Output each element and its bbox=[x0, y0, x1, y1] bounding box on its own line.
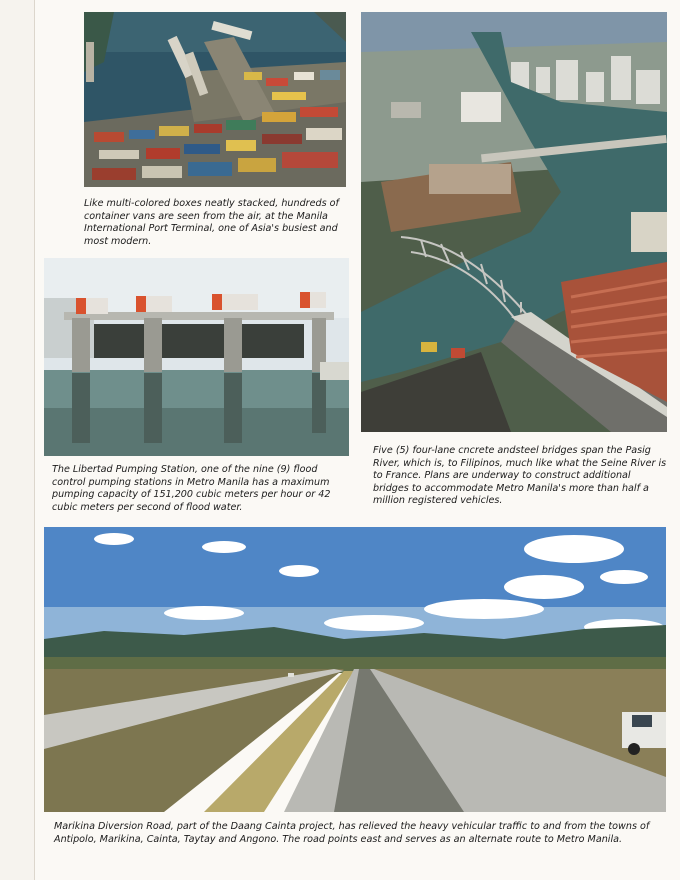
port-terminal-caption: Like multi-colored boxes neatly stacked, hundreds of container vans are seen from the air, at the Manila International Port Terminal, one of Asia's busiest and most modern. bbox=[84, 198, 339, 247]
pasig-bridges-caption: Five (5) four-lane cncrete andsteel bridges span the Pasig River, which is, to Filipinos, much like what the Seine River is to France. Plans are underway to construct additional bridges to accommodate Metro Manila's more than half a million registered vehicles. bbox=[373, 445, 667, 507]
pasig-bridges-photo bbox=[361, 12, 667, 432]
page-binding-edge bbox=[0, 0, 35, 880]
pumping-station-photo bbox=[44, 258, 349, 456]
marikina-road-caption: Marikina Diversion Road, part of the Daang Cainta project, has relieved the heavy vehicular traffic to and from the towns of Antipolo, Marikina, Cainta, Taytay and Angono. The road points east and serves as an alternate route to Metro Manila. bbox=[54, 821, 650, 845]
pumping-station-caption: The Libertad Pumping Station, one of the nine (9) flood control pumping stations in Metro Manila has a maximum pumping capacity of 151,200 cubic meters per hour or 42 cubic meters per second of flood water. bbox=[52, 464, 331, 513]
marikina-road-photo bbox=[44, 527, 666, 812]
port-terminal-photo bbox=[84, 12, 346, 187]
